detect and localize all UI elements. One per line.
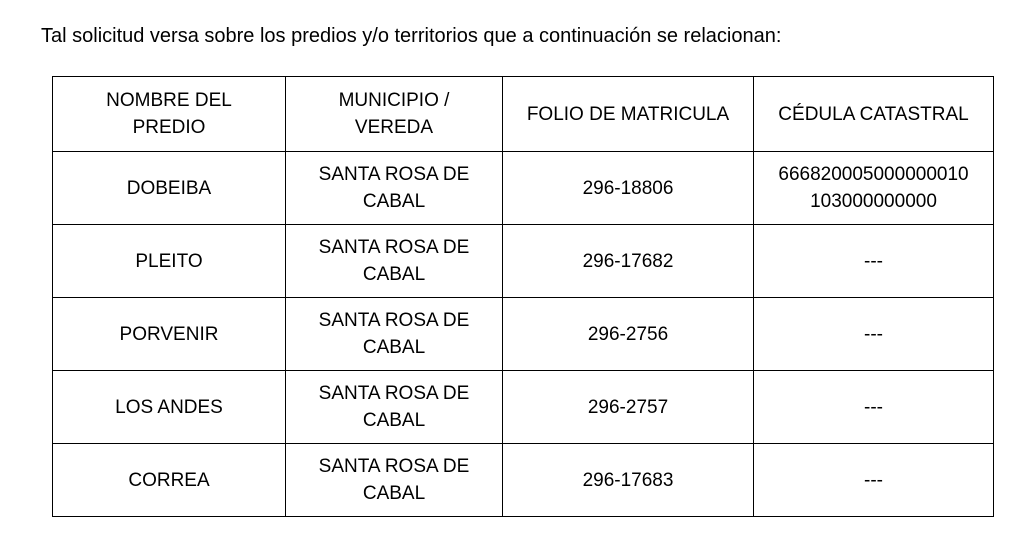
- cell-nombre: [53, 371, 286, 444]
- predios-table: [52, 76, 994, 517]
- cell-municipio: [286, 298, 503, 371]
- cell-text: CABAL: [362, 264, 426, 285]
- cell-text: 296-17682: [582, 250, 674, 272]
- cell-text: PORVENIR: [119, 323, 219, 345]
- cell-text: CORREA: [128, 469, 210, 491]
- table-row: [53, 298, 994, 371]
- cell-text: SANTA ROSA DE: [318, 456, 470, 477]
- cell-text: ---: [864, 323, 883, 345]
- header-label: FOLIO DE MATRICULA: [526, 103, 730, 125]
- cell-cedula: [754, 225, 994, 298]
- cell-text: 296-2756: [587, 323, 669, 345]
- header-label: MUNICIPIO /: [338, 90, 450, 111]
- cell-text: 296-18806: [582, 177, 674, 199]
- cell-text: SANTA ROSA DE: [318, 310, 470, 331]
- cell-cedula: [754, 371, 994, 444]
- header-folio-matricula: [503, 77, 754, 152]
- cell-cedula: [754, 298, 994, 371]
- cell-nombre: [53, 152, 286, 225]
- header-label: CÉDULA CATASTRAL: [778, 103, 969, 125]
- cell-municipio: [286, 371, 503, 444]
- cell-text: 296-17683: [582, 469, 674, 491]
- cell-text: 666820005000000010: [778, 164, 969, 185]
- cell-text: PLEITO: [135, 250, 203, 272]
- header-municipio-vereda: [286, 77, 503, 152]
- cell-nombre: [53, 298, 286, 371]
- table-row: [53, 444, 994, 517]
- header-cedula-catastral: [754, 77, 994, 152]
- cell-folio: [503, 225, 754, 298]
- table-row: [53, 152, 994, 225]
- cell-text: DOBEIBA: [126, 177, 212, 199]
- table-row: [53, 225, 994, 298]
- cell-folio: [503, 298, 754, 371]
- header-nombre-predio: [53, 77, 286, 152]
- cell-text: CABAL: [362, 191, 426, 212]
- cell-municipio: [286, 225, 503, 298]
- intro-paragraph: Tal solicitud versa sobre los predios y/o territorios que a continuación se relacionan:: [41, 25, 782, 47]
- cell-text: ---: [864, 396, 883, 418]
- cell-nombre: [53, 444, 286, 517]
- table-header-row: [53, 77, 994, 152]
- cell-nombre: [53, 225, 286, 298]
- cell-text: LOS ANDES: [115, 396, 223, 418]
- header-label: NOMBRE DEL: [106, 90, 232, 111]
- cell-text: SANTA ROSA DE: [318, 383, 470, 404]
- cell-text: ---: [864, 250, 883, 272]
- cell-text: CABAL: [362, 337, 426, 358]
- cell-text: CABAL: [362, 410, 426, 431]
- cell-folio: [503, 444, 754, 517]
- table-row: [53, 371, 994, 444]
- cell-folio: [503, 371, 754, 444]
- cell-text: ---: [864, 469, 883, 491]
- cell-text: SANTA ROSA DE: [318, 237, 470, 258]
- cell-text: SANTA ROSA DE: [318, 164, 470, 185]
- cell-folio: [503, 152, 754, 225]
- cell-text: 296-2757: [587, 396, 669, 418]
- cell-cedula: [754, 444, 994, 517]
- cell-text: CABAL: [362, 483, 426, 504]
- cell-cedula: [754, 152, 994, 225]
- header-label: VEREDA: [354, 117, 434, 138]
- header-label: PREDIO: [132, 117, 206, 138]
- cell-text: 103000000000: [810, 191, 937, 212]
- cell-municipio: [286, 152, 503, 225]
- cell-municipio: [286, 444, 503, 517]
